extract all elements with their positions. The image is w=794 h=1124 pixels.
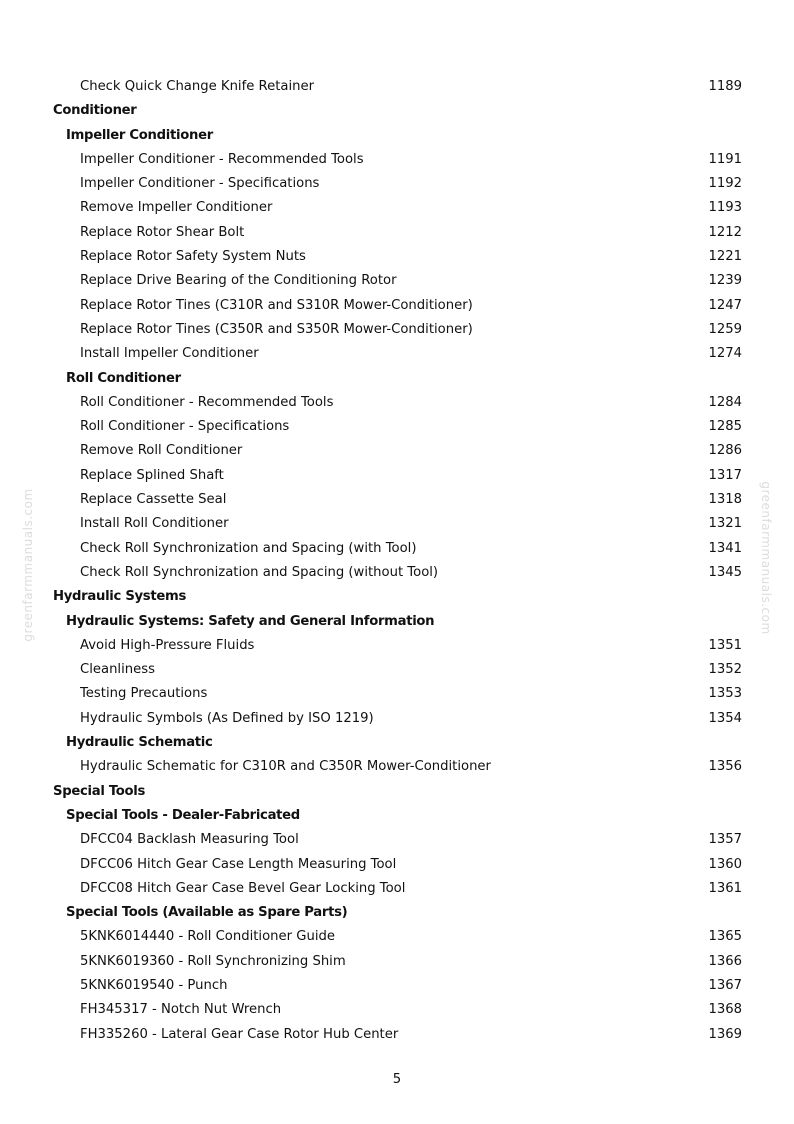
toc-entry-title[interactable]: 5KNK6019540 - Punch (80, 977, 228, 993)
toc-entry-page-number[interactable]: 1351 (708, 637, 742, 653)
toc-entry-page-number[interactable]: 1285 (708, 419, 742, 435)
toc-entry[interactable] (0, 537, 794, 561)
toc-entry[interactable] (0, 269, 794, 293)
toc-entry-title: Impeller Conditioner (66, 127, 213, 143)
toc-entry-page-number[interactable]: 1189 (708, 79, 742, 94)
page-number: 5 (392, 1072, 402, 1087)
toc-entry-page-number[interactable]: 1321 (708, 516, 742, 532)
toc-entry[interactable] (0, 75, 794, 99)
toc-entry-title: Special Tools - Dealer-Fabricated (66, 807, 300, 823)
toc-entry-page-number[interactable]: 1367 (708, 977, 742, 993)
toc-entry-title[interactable]: Replace Cassette Seal (80, 492, 227, 508)
toc-entry[interactable] (0, 221, 794, 245)
toc-entry[interactable] (0, 828, 794, 852)
toc-entry[interactable] (0, 439, 794, 463)
toc-entry-title[interactable]: Install Roll Conditioner (80, 516, 229, 532)
toc-entry-page-number[interactable]: 1352 (708, 662, 742, 678)
toc-entry-page-number[interactable]: 1353 (708, 686, 742, 702)
toc-entry-page-number[interactable]: 1212 (708, 224, 742, 240)
toc-entry[interactable] (0, 1023, 794, 1047)
toc-entry-title[interactable]: FH335260 - Lateral Gear Case Rotor Hub Center (80, 1026, 399, 1042)
toc-entry-page-number[interactable]: 1221 (708, 249, 742, 265)
toc-entry-page-number[interactable]: 1341 (708, 540, 742, 556)
toc-entry[interactable] (0, 877, 794, 901)
toc-entry[interactable] (0, 342, 794, 366)
toc-entry-title[interactable]: FH345317 - Notch Nut Wrench (80, 1002, 282, 1018)
toc-entry[interactable] (0, 561, 794, 585)
toc-entry-title[interactable]: Remove Roll Conditioner (80, 443, 243, 459)
toc-entry-title[interactable]: Cleanliness (80, 662, 155, 678)
toc-section-heading (0, 367, 794, 391)
toc-entry-title: Conditioner (53, 103, 137, 119)
toc-entry-title[interactable]: Avoid High-Pressure Fluids (80, 637, 255, 653)
toc-entry-page-number[interactable]: 1239 (708, 273, 742, 289)
toc-entry-page-number[interactable]: 1366 (708, 953, 742, 969)
toc-entry-page-number[interactable]: 1247 (708, 297, 742, 313)
toc-section-heading (0, 610, 794, 634)
toc-entry-title[interactable]: Replace Rotor Tines (C350R and S350R Mower-Conditioner) (80, 321, 473, 337)
toc-entry[interactable] (0, 245, 794, 269)
toc-entry-page-number[interactable]: 1274 (708, 346, 742, 362)
toc-entry-page-number[interactable]: 1193 (708, 200, 742, 216)
toc-entry-title[interactable]: Check Quick Change Knife Retainer (80, 79, 315, 94)
toc-entry[interactable] (0, 998, 794, 1022)
toc-entry[interactable] (0, 682, 794, 706)
toc-entry-title[interactable]: 5KNK6019360 - Roll Synchronizing Shim (80, 953, 346, 969)
table-of-contents (0, 75, 794, 1047)
toc-entry-page-number[interactable]: 1361 (708, 880, 742, 896)
toc-entry[interactable] (0, 853, 794, 877)
toc-entry-page-number[interactable]: 1360 (708, 856, 742, 872)
toc-entry-page-number[interactable]: 1368 (708, 1002, 742, 1018)
toc-entry-title[interactable]: Replace Drive Bearing of the Conditioning Rotor (80, 273, 397, 289)
watermark-left: greenfarmmanuals.com (21, 488, 35, 642)
toc-entry-title[interactable]: Roll Conditioner - Specifications (80, 419, 290, 435)
toc-entry-title[interactable]: Replace Splined Shaft (80, 467, 224, 483)
toc-entry[interactable] (0, 172, 794, 196)
toc-entry-title[interactable]: Remove Impeller Conditioner (80, 200, 273, 216)
toc-entry-title[interactable]: 5KNK6014440 - Roll Conditioner Guide (80, 929, 335, 945)
toc-entry-page-number[interactable]: 1365 (708, 929, 742, 945)
toc-entry-page-number[interactable]: 1191 (708, 151, 742, 167)
toc-entry-title[interactable]: Impeller Conditioner - Recommended Tools (80, 151, 364, 167)
toc-entry[interactable] (0, 294, 794, 318)
toc-entry-page-number[interactable]: 1259 (708, 321, 742, 337)
toc-entry-page-number[interactable]: 1356 (708, 759, 742, 775)
toc-entry-title[interactable]: Check Roll Synchronization and Spacing (without Tool) (80, 564, 439, 580)
toc-entry-title: Hydraulic Systems: Safety and General Information (66, 613, 435, 629)
toc-section-heading (0, 731, 794, 755)
toc-entry[interactable] (0, 391, 794, 415)
toc-entry[interactable] (0, 196, 794, 220)
toc-entry[interactable] (0, 488, 794, 512)
toc-entry-title[interactable]: DFCC04 Backlash Measuring Tool (80, 832, 299, 848)
toc-entry-page-number[interactable]: 1284 (708, 394, 742, 410)
toc-entry-title[interactable]: Replace Rotor Shear Bolt (80, 224, 245, 240)
toc-entry-title[interactable]: Hydraulic Symbols (As Defined by ISO 1219) (80, 710, 374, 726)
toc-entry-page-number[interactable]: 1357 (708, 832, 742, 848)
toc-entry-title: Special Tools (53, 783, 146, 799)
toc-entry-page-number[interactable]: 1317 (708, 467, 742, 483)
toc-entry-title: Roll Conditioner (66, 370, 181, 386)
toc-section-heading (0, 124, 794, 148)
toc-section-heading (0, 804, 794, 828)
toc-entry[interactable] (0, 464, 794, 488)
toc-chapter-heading (0, 99, 794, 123)
toc-entry[interactable] (0, 512, 794, 536)
toc-entry-title[interactable]: Roll Conditioner - Recommended Tools (80, 394, 334, 410)
toc-entry-title: Hydraulic Systems (53, 589, 186, 605)
watermark-right: greenfarmmanuals.com (759, 481, 773, 635)
toc-entry-page-number[interactable]: 1354 (708, 710, 742, 726)
toc-entry-title[interactable]: Check Roll Synchronization and Spacing (with Tool) (80, 540, 417, 556)
toc-entry-page-number[interactable]: 1369 (708, 1026, 742, 1042)
toc-entry-page-number[interactable]: 1345 (708, 564, 742, 580)
toc-entry-page-number[interactable]: 1318 (708, 492, 742, 508)
toc-entry-title: Special Tools (Available as Spare Parts) (66, 905, 348, 921)
toc-entry[interactable] (0, 755, 794, 779)
toc-entry-title[interactable]: DFCC06 Hitch Gear Case Length Measuring Tool (80, 856, 397, 872)
toc-entry[interactable] (0, 658, 794, 682)
toc-entry-page-number[interactable]: 1286 (708, 443, 742, 459)
toc-entry-title[interactable]: Hydraulic Schematic for C310R and C350R Mower-Conditioner (80, 759, 491, 775)
toc-entry[interactable] (0, 318, 794, 342)
toc-entry-title: Hydraulic Schematic (66, 735, 213, 751)
toc-entry-title[interactable]: Install Impeller Conditioner (80, 346, 259, 362)
toc-entry-title[interactable]: Impeller Conditioner - Specifications (80, 176, 320, 192)
toc-entry[interactable] (0, 974, 794, 998)
toc-section-heading (0, 901, 794, 925)
toc-entry[interactable] (0, 634, 794, 658)
toc-entry-page-number[interactable]: 1192 (708, 176, 742, 192)
toc-entry[interactable] (0, 925, 794, 949)
toc-entry-title[interactable]: DFCC08 Hitch Gear Case Bevel Gear Locking Tool (80, 880, 406, 896)
toc-entry[interactable] (0, 415, 794, 439)
toc-entry-title[interactable]: Replace Rotor Tines (C310R and S310R Mower-Conditioner) (80, 297, 473, 313)
toc-entry[interactable] (0, 148, 794, 172)
toc-entry-title[interactable]: Testing Precautions (80, 686, 208, 702)
toc-chapter-heading (0, 585, 794, 609)
toc-entry-title[interactable]: Replace Rotor Safety System Nuts (80, 249, 306, 265)
toc-entry[interactable] (0, 950, 794, 974)
toc-chapter-heading (0, 780, 794, 804)
toc-entry[interactable] (0, 707, 794, 731)
